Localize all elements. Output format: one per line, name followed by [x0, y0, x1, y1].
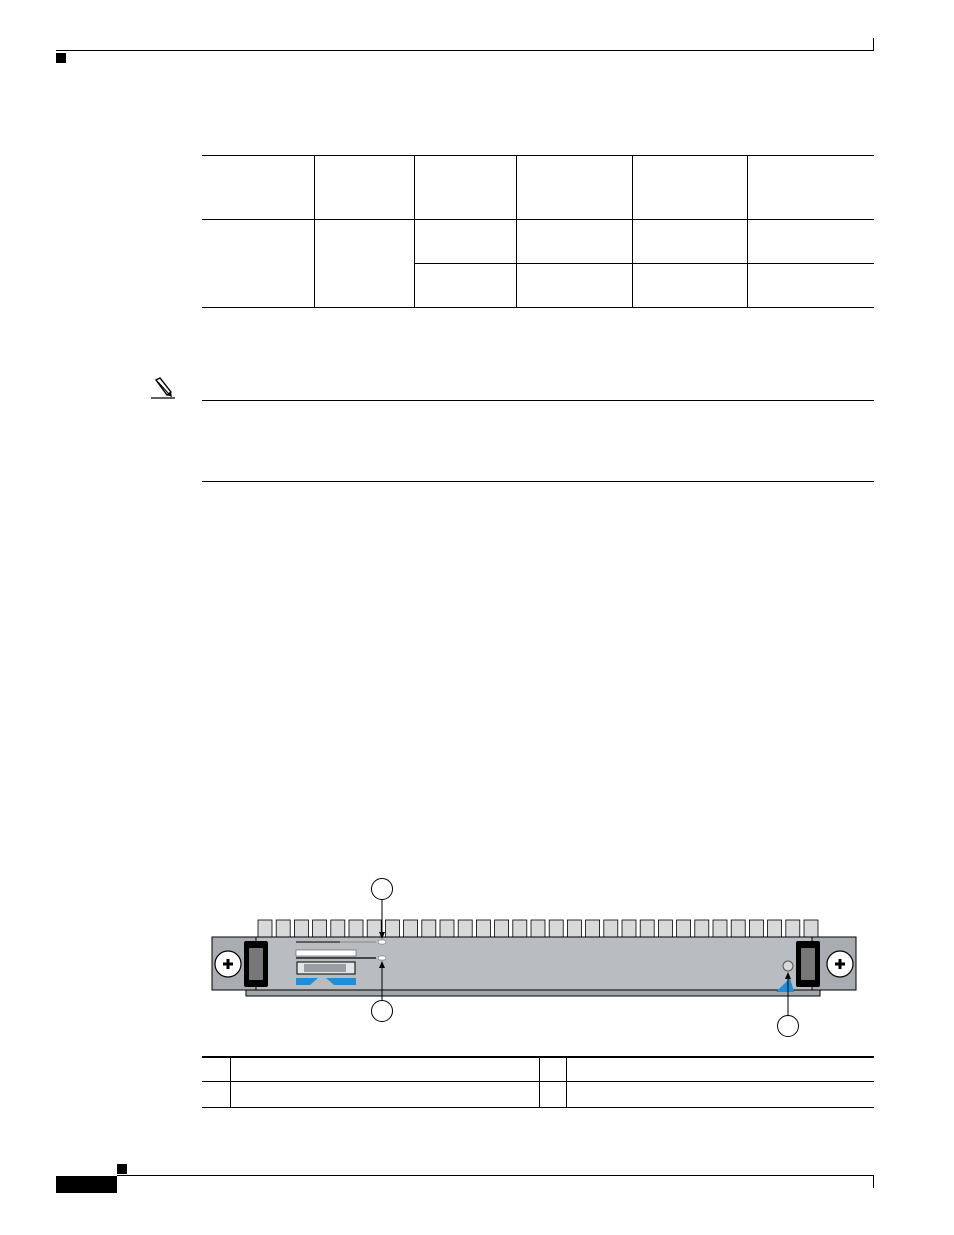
- connector-tooth: [495, 920, 509, 937]
- callout-1: [371, 878, 393, 900]
- connector-tooth: [440, 920, 454, 937]
- pencil-note-icon: [150, 376, 176, 400]
- connector-tooth: [640, 920, 654, 937]
- footer-square: [117, 1164, 127, 1174]
- connector-tooth: [422, 920, 436, 937]
- connector-tooth: [586, 920, 600, 937]
- note-top-rule: [202, 400, 874, 401]
- connector-tooth: [749, 920, 763, 937]
- spec-table-bottom-rule: [202, 307, 874, 308]
- connector-tooth: [349, 920, 363, 937]
- spec-table-col-5: [747, 155, 748, 308]
- connector-tooth: [476, 920, 490, 937]
- connector-tooth: [804, 920, 818, 937]
- legend-bottom-rule: [202, 1107, 874, 1108]
- connector-tooth: [276, 920, 290, 937]
- connector-tooth: [549, 920, 563, 937]
- connector-tooth: [294, 920, 308, 937]
- header-tick: [873, 38, 874, 50]
- connector-tooth: [513, 920, 527, 937]
- connector-tooth: [385, 920, 399, 937]
- footer-tick: [873, 1176, 874, 1188]
- connector-tooth: [786, 920, 800, 937]
- spec-table-header-rule: [202, 219, 874, 220]
- callout-3: [777, 1015, 799, 1037]
- spec-table-top-rule: [202, 155, 874, 156]
- legend-mid-rule: [202, 1081, 874, 1082]
- legend-col-2: [539, 1056, 540, 1108]
- spec-table-col-4: [632, 155, 633, 308]
- connector-tooth: [677, 920, 691, 937]
- connector-tooth: [567, 920, 581, 937]
- note-bottom-rule: [202, 481, 874, 482]
- connector-tooth: [331, 920, 345, 937]
- connector-teeth: [258, 920, 818, 937]
- connector-tooth: [367, 920, 381, 937]
- connector-tooth: [604, 920, 618, 937]
- connector-tooth: [768, 920, 782, 937]
- footer-page-tab: [56, 1176, 117, 1193]
- spec-table-col-1: [314, 155, 315, 308]
- footer-rule: [117, 1175, 874, 1176]
- callout-2: [371, 1000, 393, 1022]
- line-card-figure: [200, 870, 870, 1040]
- header-rule: [56, 50, 874, 51]
- connector-tooth: [458, 920, 472, 937]
- spec-table-mid-rule: [415, 263, 874, 264]
- spec-table-col-3: [516, 155, 517, 308]
- legend-col-3: [566, 1056, 567, 1108]
- header-square: [56, 53, 66, 63]
- line-card-illustration: [200, 870, 870, 1040]
- connector-tooth: [713, 920, 727, 937]
- connector-tooth: [622, 920, 636, 937]
- connector-tooth: [658, 920, 672, 937]
- connector-tooth: [731, 920, 745, 937]
- connector-tooth: [695, 920, 709, 937]
- connector-tooth: [404, 920, 418, 937]
- spec-table-col-2: [414, 155, 415, 308]
- connector-tooth: [258, 920, 272, 937]
- connector-tooth: [531, 920, 545, 937]
- legend-col-1: [230, 1056, 231, 1108]
- connector-tooth: [313, 920, 327, 937]
- legend-top-rule: [202, 1056, 874, 1058]
